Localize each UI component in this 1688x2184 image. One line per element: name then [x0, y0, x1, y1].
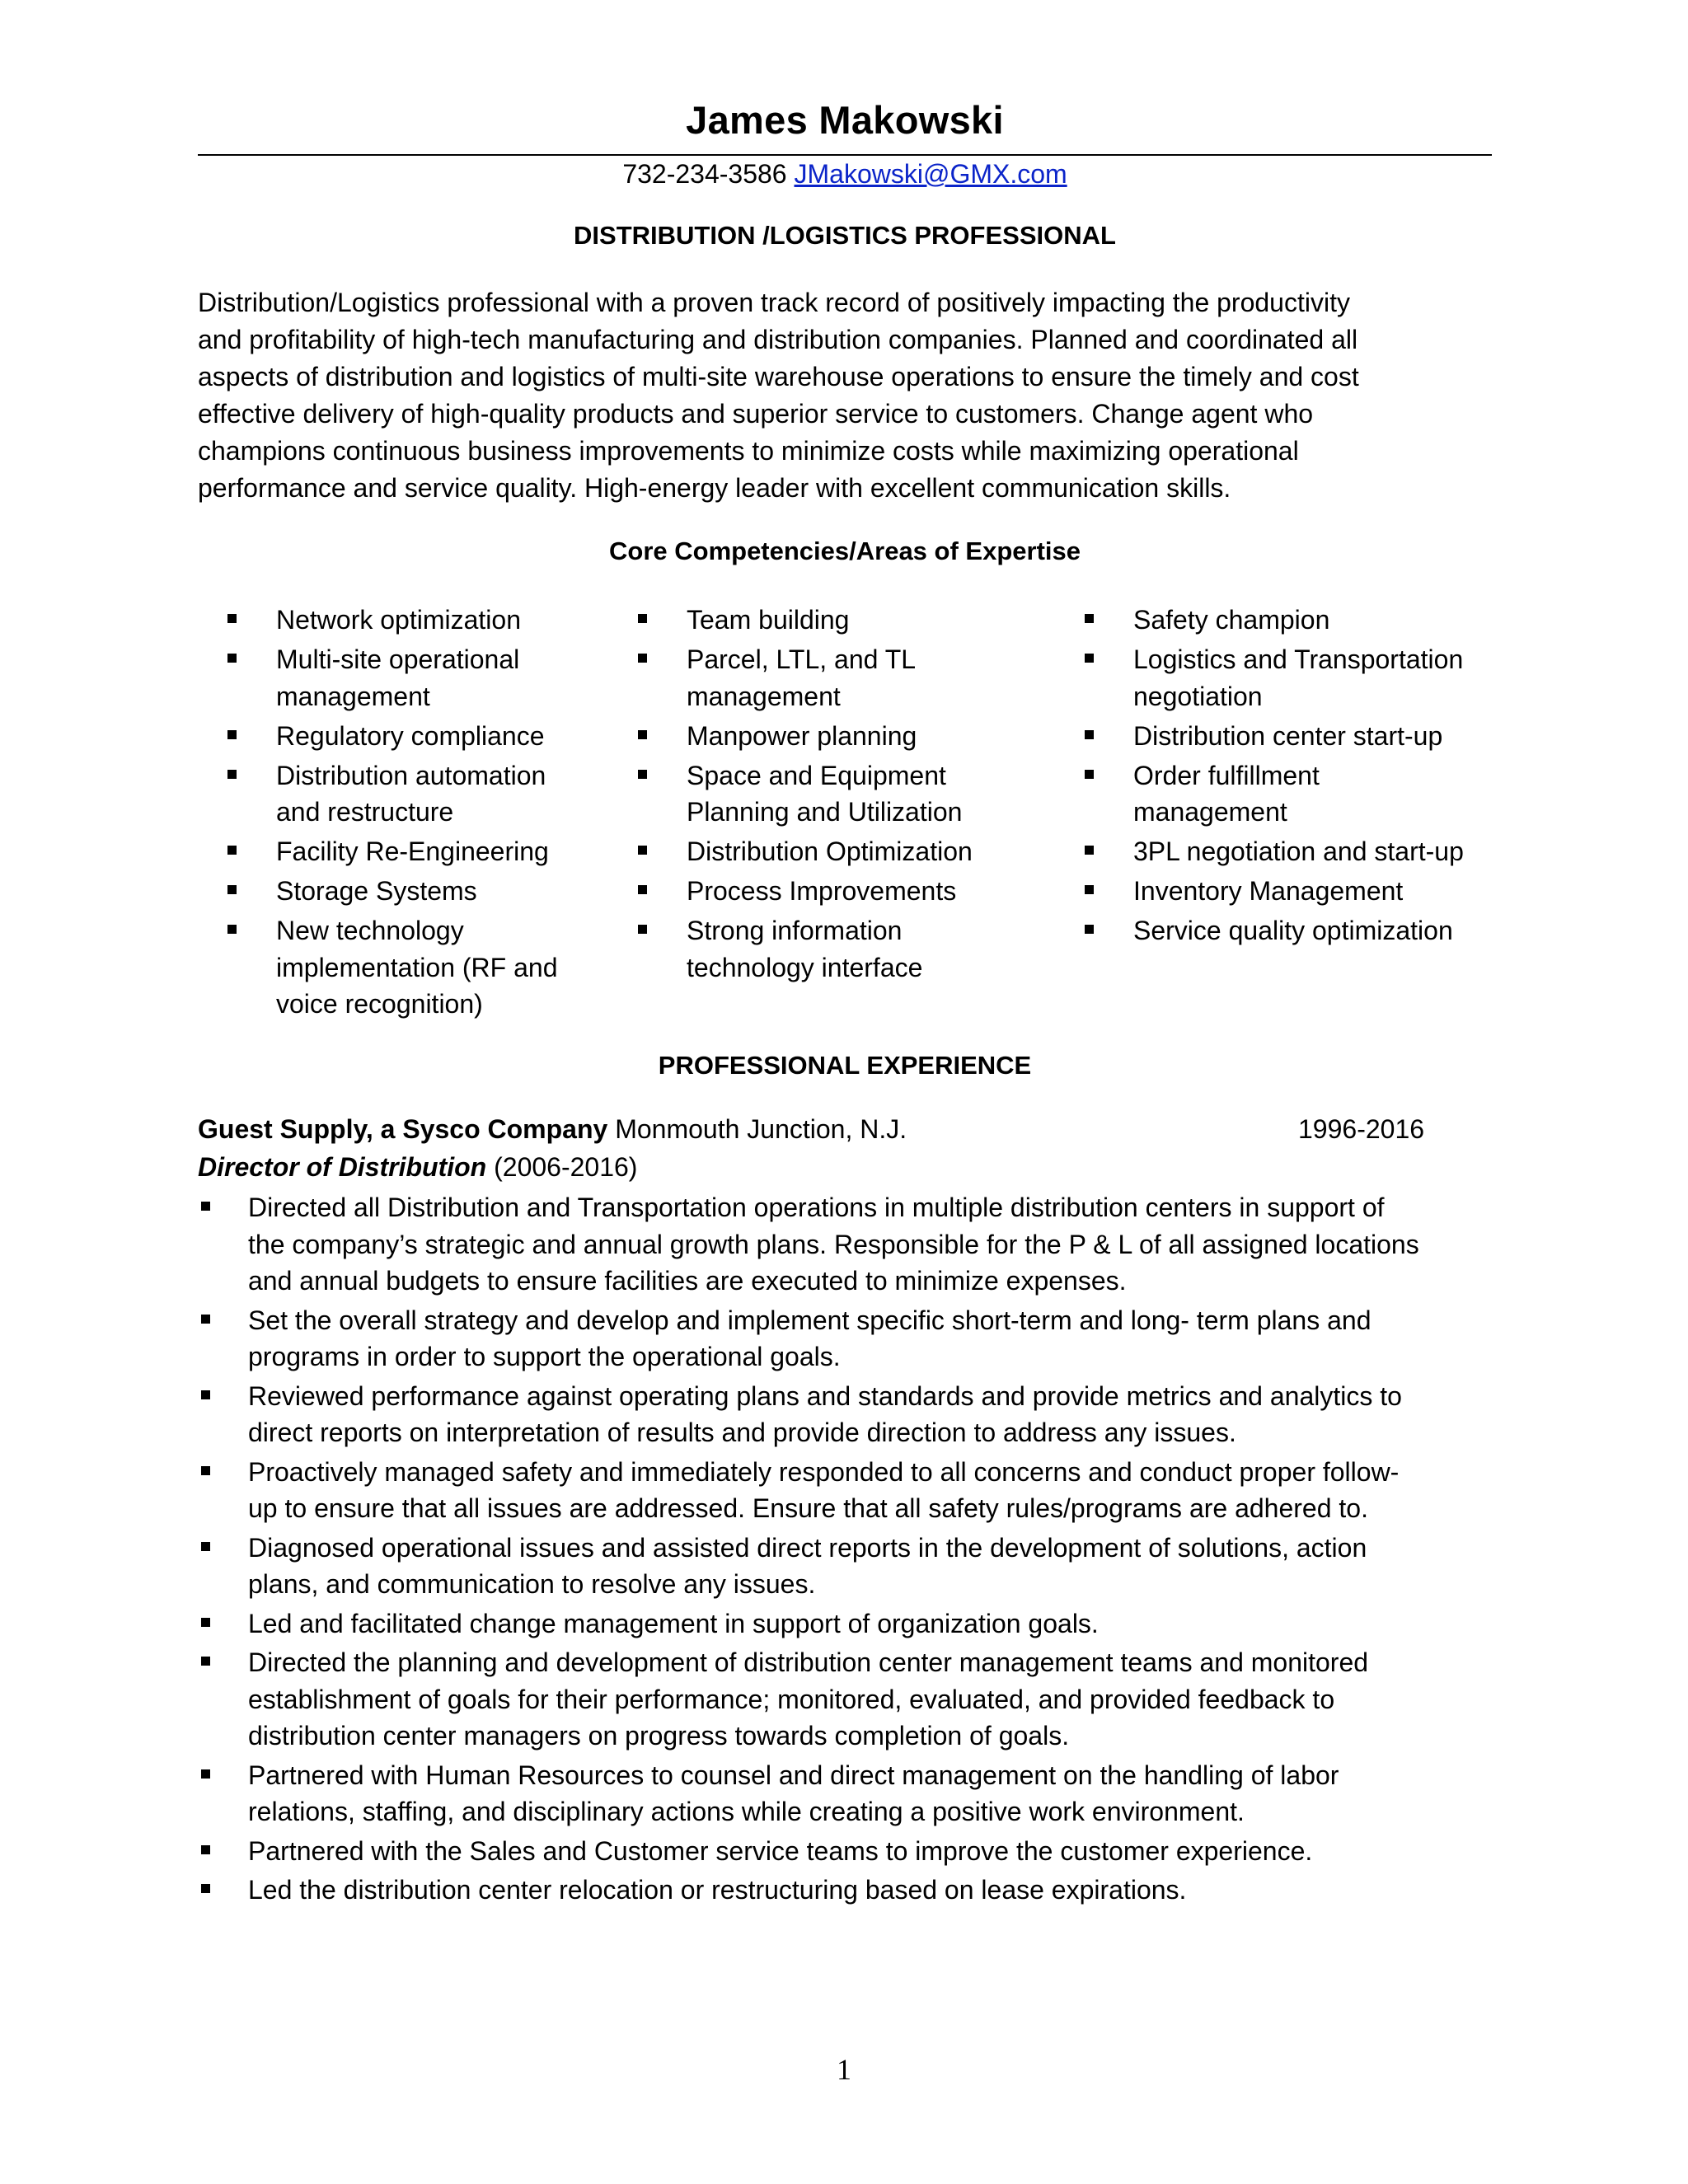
responsibility-text: Proactively managed safety and immediately responded to all concerns and conduct proper follow-: [248, 1456, 1400, 1487]
experience-heading: PROFESSIONAL EXPERIENCE: [658, 1051, 1032, 1080]
competency-item: [1055, 757, 1504, 831]
competency-text: Space and Equipment: [687, 760, 946, 790]
responsibility-item: [198, 1302, 1492, 1376]
square-bullet-icon: [638, 885, 647, 894]
responsibility-text: plans, and communication to resolve any issues.: [248, 1569, 816, 1599]
square-bullet-icon: [201, 1769, 210, 1779]
competency-item: [1055, 912, 1504, 949]
square-bullet-icon: [1085, 654, 1094, 663]
employment-dates: 1996-2016: [1298, 1114, 1425, 1144]
square-bullet-icon: [227, 846, 237, 855]
summary-paragraph: [198, 284, 1492, 507]
competency-item: [1055, 873, 1504, 910]
responsibility-text: Partnered with the Sales and Customer service teams to improve the customer experience.: [248, 1835, 1313, 1866]
job-header: [198, 1114, 1492, 1145]
role-header: [198, 1152, 637, 1183]
square-bullet-icon: [1085, 846, 1094, 855]
square-bullet-icon: [638, 654, 647, 663]
summary-line: Distribution/Logistics professional with a proven track record of positively impacting the productivity: [198, 288, 1350, 317]
square-bullet-icon: [201, 1618, 210, 1627]
competency-text: Safety champion: [1133, 605, 1330, 635]
competency-text: 3PL negotiation and start-up: [1133, 837, 1464, 866]
header-divider: [198, 154, 1492, 156]
responsibility-text: distribution center managers on progress towards completion of goals.: [248, 1721, 1070, 1750]
professional-headline: DISTRIBUTION /LOGISTICS PROFESSIONAL: [574, 221, 1116, 250]
summary-line: and profitability of high-tech manufacturing and distribution companies. Planned and coordinated all: [198, 325, 1358, 354]
competency-text: Facility Re-Engineering: [276, 837, 549, 866]
square-bullet-icon: [227, 654, 237, 663]
competency-item: [608, 602, 1037, 639]
competency-text: management: [687, 681, 841, 711]
responsibility-text: Led and facilitated change management in support of organization goals.: [248, 1608, 1099, 1638]
competency-text: management: [1133, 797, 1287, 827]
square-bullet-icon: [1085, 730, 1094, 739]
competency-item: [198, 641, 585, 715]
competency-item: [608, 873, 1037, 910]
square-bullet-icon: [227, 885, 237, 894]
role-title: Director of Distribution: [198, 1152, 487, 1182]
competency-item: [608, 641, 1037, 715]
square-bullet-icon: [201, 1202, 210, 1211]
competencies-heading: Core Competencies/Areas of Expertise: [609, 537, 1081, 565]
responsibility-text: Led the distribution center relocation or restructuring based on lease expirations.: [248, 1875, 1187, 1905]
competency-text: voice recognition): [276, 989, 483, 1019]
competency-item: [198, 718, 585, 755]
competency-text: Distribution automation: [276, 760, 546, 790]
square-bullet-icon: [227, 770, 237, 779]
summary-line: aspects of distribution and logistics of multi-site warehouse operations to ensure the timely and cost: [198, 362, 1359, 391]
competency-text: and restructure: [276, 797, 454, 827]
competency-column-1: [198, 602, 585, 1025]
company-name: Guest Supply, a Sysco Company: [198, 1114, 608, 1144]
responsibility-text: Directed the planning and development of distribution center management teams and monitored: [248, 1647, 1369, 1677]
role-dates: (2006-2016): [494, 1152, 638, 1182]
square-bullet-icon: [201, 1315, 210, 1324]
square-bullet-icon: [1085, 885, 1094, 894]
responsibility-list: [198, 1189, 1492, 1911]
competency-text: Distribution center start-up: [1133, 720, 1443, 751]
competency-item: [198, 757, 585, 831]
square-bullet-icon: [638, 846, 647, 855]
square-bullet-icon: [1085, 614, 1094, 623]
square-bullet-icon: [201, 1657, 210, 1666]
responsibility-text: Partnered with Human Resources to counsel and direct management on the handling of labor: [248, 1760, 1339, 1790]
square-bullet-icon: [227, 730, 237, 739]
competency-item: [608, 718, 1037, 755]
candidate-name: James Makowski: [686, 98, 1004, 142]
responsibility-item: [198, 1530, 1492, 1603]
competency-text: Service quality optimization: [1133, 916, 1453, 945]
competency-text: Process Improvements: [687, 876, 957, 906]
competency-text: technology interface: [687, 952, 923, 982]
square-bullet-icon: [201, 1542, 210, 1551]
responsibility-text: Reviewed performance against operating plans and standards and provide metrics and analytics to: [248, 1380, 1402, 1411]
competency-text: Team building: [687, 605, 850, 635]
email-link[interactable]: JMakowski@GMX.com: [794, 159, 1067, 189]
responsibility-text: and annual budgets to ensure facilities are executed to minimize expenses.: [248, 1266, 1127, 1296]
competency-text: negotiation: [1133, 681, 1263, 711]
competency-item: [198, 602, 585, 639]
square-bullet-icon: [201, 1845, 210, 1854]
responsibility-item: [198, 1757, 1492, 1830]
square-bullet-icon: [638, 730, 647, 739]
square-bullet-icon: [1085, 770, 1094, 779]
competency-item: [1055, 641, 1504, 715]
competency-text: management: [276, 681, 430, 711]
competency-text: Manpower planning: [687, 720, 917, 751]
responsibility-item: [198, 1189, 1492, 1300]
responsibility-text: Diagnosed operational issues and assisted direct reports in the development of solutions, action: [248, 1532, 1367, 1563]
competency-text: Order fulfillment: [1133, 760, 1320, 790]
responsibility-item: [198, 1833, 1492, 1870]
square-bullet-icon: [638, 770, 647, 779]
competency-item: [198, 912, 585, 1023]
square-bullet-icon: [227, 614, 237, 623]
competency-item: [198, 833, 585, 870]
responsibility-item: [198, 1378, 1492, 1451]
contact-line: [198, 159, 1492, 190]
competency-item: [198, 873, 585, 910]
responsibility-text: establishment of goals for their performance; monitored, evaluated, and provided feedback to: [248, 1684, 1335, 1714]
competency-text: Network optimization: [276, 605, 521, 635]
competency-column-2: [608, 602, 1037, 989]
responsibility-item: [198, 1454, 1492, 1527]
competency-text: Inventory Management: [1133, 876, 1404, 906]
competency-text: Multi-site operational: [276, 644, 520, 674]
competency-text: Logistics and Transportation: [1133, 644, 1464, 674]
responsibility-item: [198, 1644, 1492, 1755]
competency-item: [1055, 833, 1504, 870]
square-bullet-icon: [227, 925, 237, 934]
square-bullet-icon: [638, 925, 647, 934]
responsibility-text: relations, staffing, and disciplinary actions while creating a positive work environment.: [248, 1797, 1245, 1826]
competency-item: [1055, 602, 1504, 639]
competency-column-3: [1055, 602, 1504, 952]
responsibility-item: [198, 1605, 1492, 1643]
responsibility-text: the company’s strategic and annual growth plans. Responsible for the P & L of all assigned locations: [248, 1229, 1419, 1259]
responsibility-text: direct reports on interpretation of results and provide direction to address any issues.: [248, 1418, 1236, 1447]
responsibility-text: Directed all Distribution and Transportation operations in multiple distribution centers in support of: [248, 1193, 1385, 1222]
company-location: Monmouth Junction, N.J.: [615, 1114, 907, 1144]
square-bullet-icon: [201, 1884, 210, 1893]
responsibility-text: Set the overall strategy and develop and implement specific short-term and long- term plans and: [248, 1305, 1372, 1335]
competency-text: Regulatory compliance: [276, 720, 545, 751]
competency-text: implementation (RF and: [276, 952, 558, 982]
responsibility-text: programs in order to support the operational goals.: [248, 1342, 841, 1371]
competency-item: [608, 912, 1037, 986]
summary-line: champions continuous business improvements to minimize costs while maximizing operational: [198, 436, 1299, 466]
competency-text: Distribution Optimization: [687, 837, 973, 866]
summary-line: effective delivery of high-quality products and superior service to customers. Change agent who: [198, 399, 1314, 429]
square-bullet-icon: [638, 614, 647, 623]
competency-item: [608, 757, 1037, 831]
responsibility-text: up to ensure that all issues are addressed. Ensure that all safety rules/programs are adhered to.: [248, 1493, 1368, 1523]
competency-item: [1055, 718, 1504, 755]
summary-line: performance and service quality. High-energy leader with excellent communication skills.: [198, 473, 1231, 503]
competency-text: New technology: [276, 916, 464, 945]
competency-text: Planning and Utilization: [687, 797, 963, 827]
competency-item: [608, 833, 1037, 870]
competency-text: Parcel, LTL, and TL: [687, 644, 917, 674]
square-bullet-icon: [1085, 925, 1094, 934]
phone-number: 732-234-3586: [622, 159, 787, 189]
competency-text: Strong information: [687, 916, 903, 945]
square-bullet-icon: [201, 1466, 210, 1475]
page-number: 1: [837, 2053, 851, 2086]
competency-text: Storage Systems: [276, 876, 477, 906]
responsibility-item: [198, 1872, 1492, 1909]
square-bullet-icon: [201, 1390, 210, 1399]
